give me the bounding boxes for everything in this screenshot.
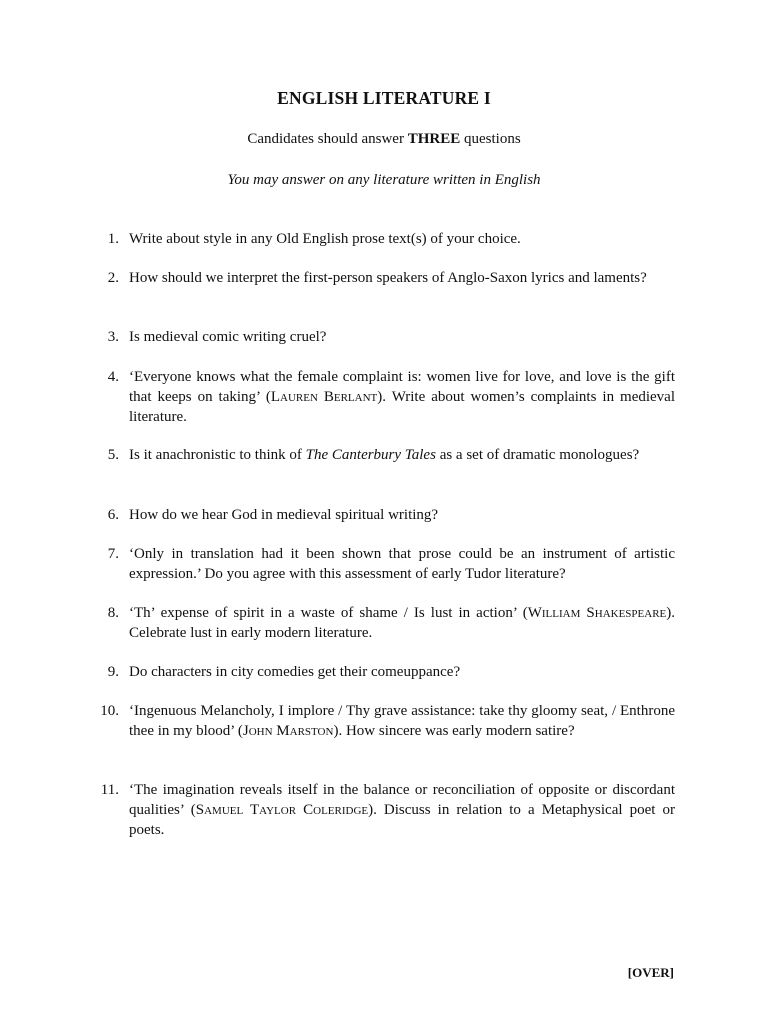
instruction-prefix: Candidates should answer bbox=[247, 131, 408, 147]
question-text-part: How do we hear God in medieval spiritual writing? bbox=[129, 507, 439, 523]
literature-instruction: You may answer on any literature written in English bbox=[227, 172, 541, 188]
instruction-suffix: questions bbox=[460, 131, 521, 147]
question-number: 5. bbox=[107, 447, 119, 463]
question-text-part: ‘Ingenuous Melancholy, I implore / Thy grave assistance: take thy gloomy seat, / Enthrone thee in my blood’ ( bbox=[129, 703, 675, 739]
question-number: 8. bbox=[107, 605, 119, 621]
question-text-part: ). Write about women’s complaints in medieval literature. bbox=[129, 389, 675, 425]
quoted-author: Lauren Berlant bbox=[270, 389, 378, 405]
question-number: 2. bbox=[107, 270, 119, 286]
question-text-part: Is it anachronistic to think of bbox=[129, 447, 306, 463]
question-text bbox=[129, 505, 675, 525]
quoted-author: Samuel Taylor Coleridge bbox=[195, 802, 369, 818]
question-number: 10. bbox=[100, 703, 119, 719]
quoted-author: William Shakespeare bbox=[527, 605, 667, 621]
question-text-part: ‘Everyone knows what the female complaint is: women live for love, and love is the gift that keeps on taking’ ( bbox=[129, 369, 675, 405]
question-text bbox=[129, 780, 675, 840]
question-text-part: Write about style in any Old English prose text(s) of your choice. bbox=[129, 231, 521, 247]
question-text-part: ). Discuss in relation to a Metaphysical poet or poets. bbox=[129, 802, 675, 838]
question-text bbox=[129, 701, 675, 741]
question-text-part: ‘Only in translation had it been shown that prose could be an instrument of artistic expression.’ Do you agree with this assessment of early Tudor literature? bbox=[129, 546, 675, 582]
question-text bbox=[129, 268, 675, 288]
page-title: ENGLISH LITERATURE I bbox=[277, 88, 491, 108]
question-number: 1. bbox=[107, 231, 119, 247]
question-number: 6. bbox=[107, 507, 119, 523]
question-text-part: ). Celebrate lust in early modern literature. bbox=[129, 605, 676, 641]
question-number: 7. bbox=[107, 546, 119, 562]
question-text-part: ‘The imagination reveals itself in the balance or reconciliation of opposite or discordant qualities’ ( bbox=[129, 782, 675, 818]
question-text-part: Is medieval comic writing cruel? bbox=[129, 329, 327, 345]
question-text bbox=[129, 544, 675, 584]
work-title: The Canterbury Tales bbox=[305, 447, 436, 463]
question-text-part: as a set of dramatic monologues? bbox=[435, 447, 640, 463]
question-number: 4. bbox=[107, 369, 119, 385]
instruction-emphasis: THREE bbox=[407, 131, 461, 147]
question-text-part: Do characters in city comedies get their comeuppance? bbox=[129, 664, 461, 680]
question-number: 3. bbox=[107, 329, 119, 345]
question-text bbox=[129, 229, 675, 249]
answer-instruction bbox=[0, 131, 768, 148]
question-number: 9. bbox=[107, 664, 119, 680]
over-marker: [OVER] bbox=[627, 965, 674, 980]
question-text bbox=[129, 603, 675, 643]
question-text bbox=[129, 367, 675, 427]
question-text bbox=[129, 445, 675, 465]
question-text-part: How should we interpret the first-person speakers of Anglo-Saxon lyrics and laments? bbox=[129, 270, 647, 286]
question-text bbox=[129, 662, 675, 682]
question-number: 11. bbox=[100, 782, 119, 798]
question-text bbox=[129, 327, 675, 347]
question-text-part: ). How sincere was early modern satire? bbox=[333, 723, 575, 739]
quoted-author: John Marston bbox=[242, 723, 334, 739]
question-text-part: ‘Th’ expense of spirit in a waste of shame / Is lust in action’ ( bbox=[129, 605, 528, 621]
